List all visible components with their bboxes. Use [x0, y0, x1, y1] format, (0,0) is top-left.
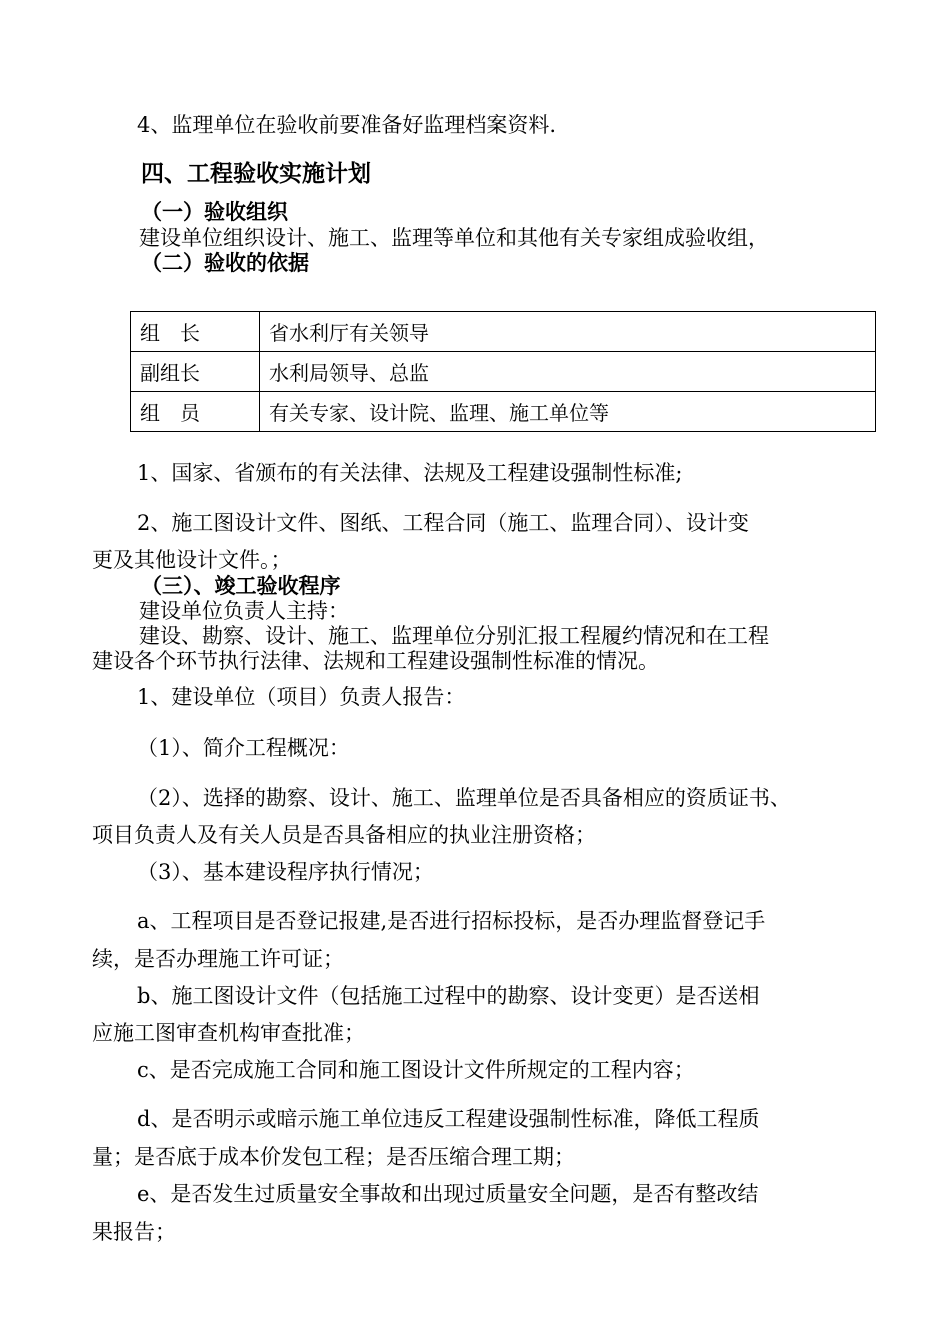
table-cell-members: 省水利厅有关领导: [260, 312, 876, 352]
paragraph-line: b、施工图设计文件（包括施工过程中的勘察、设计变更）是否送相: [137, 984, 760, 1008]
paragraph-line: 建设、勘察、设计、施工、监理单位分别汇报工程履约情况和在工程: [139, 624, 769, 648]
paragraph-line: 1、国家、省颁布的有关法律、法规及工程建设强制性标准;: [137, 461, 683, 485]
paragraph-line: 建设单位组织设计、施工、监理等单位和其他有关专家组成验收组，: [139, 226, 769, 250]
table-cell-role: 组 长: [131, 312, 260, 352]
paragraph-line: 项目负责人及有关人员是否具备相应的执业注册资格；: [92, 823, 596, 847]
table-cell-role: 副组长: [131, 352, 260, 392]
paragraph-line: （3）、基本建设程序执行情况；: [137, 860, 434, 884]
subsection-heading: （三）、竣工验收程序: [141, 573, 341, 598]
subsection-heading: （二）验收的依据: [141, 250, 309, 275]
table-cell-role: 组 员: [131, 392, 260, 432]
paragraph-line: 应施工图审查机构审查批准；: [92, 1021, 365, 1045]
paragraph-line: d、是否明示或暗示施工单位违反工程建设强制性标准，降低工程质: [137, 1107, 760, 1131]
paragraph-line: 续，是否办理施工许可证；: [92, 947, 344, 971]
paragraph-line: 建设各个环节执行法律、法规和工程建设强制性标准的情况。: [92, 649, 659, 673]
acceptance-team-table: [130, 311, 876, 432]
paragraph-line: 更及其他设计文件。；: [92, 548, 292, 572]
table-cell-members: 水利局领导、总监: [260, 352, 876, 392]
paragraph-line: 量；是否底于成本价发包工程；是否压缩合理工期；: [92, 1145, 575, 1169]
paragraph-line: e、是否发生过质量安全事故和出现过质量安全问题，是否有整改结: [137, 1182, 759, 1206]
section-heading: 四、工程验收实施计划: [141, 160, 371, 187]
paragraph-line: 4、监理单位在验收前要准备好监理档案资料.: [137, 113, 557, 137]
paragraph-line: 果报告；: [92, 1220, 176, 1244]
paragraph-line: 1、建设单位（项目）负责人报告：: [137, 685, 466, 709]
paragraph-line: （1）、简介工程概况：: [137, 736, 350, 760]
paragraph-line: c、是否完成施工合同和施工图设计文件所规定的工程内容；: [137, 1058, 695, 1082]
table-row: [131, 352, 876, 392]
paragraph-line: 2、施工图设计文件、图纸、工程合同（施工、监理合同）、设计变: [137, 511, 749, 535]
paragraph-line: 建设单位负责人主持：: [139, 599, 349, 623]
table-row: [131, 312, 876, 352]
table-cell-members: 有关专家、设计院、监理、施工单位等: [260, 392, 876, 432]
paragraph-line: a、工程项目是否登记报建,是否进行招标投标，是否办理监督登记手: [137, 909, 766, 933]
subsection-heading: （一）验收组织: [141, 199, 288, 224]
table-row: [131, 392, 876, 432]
paragraph-line: （2）、选择的勘察、设计、施工、监理单位是否具备相应的资质证书、: [137, 786, 791, 810]
